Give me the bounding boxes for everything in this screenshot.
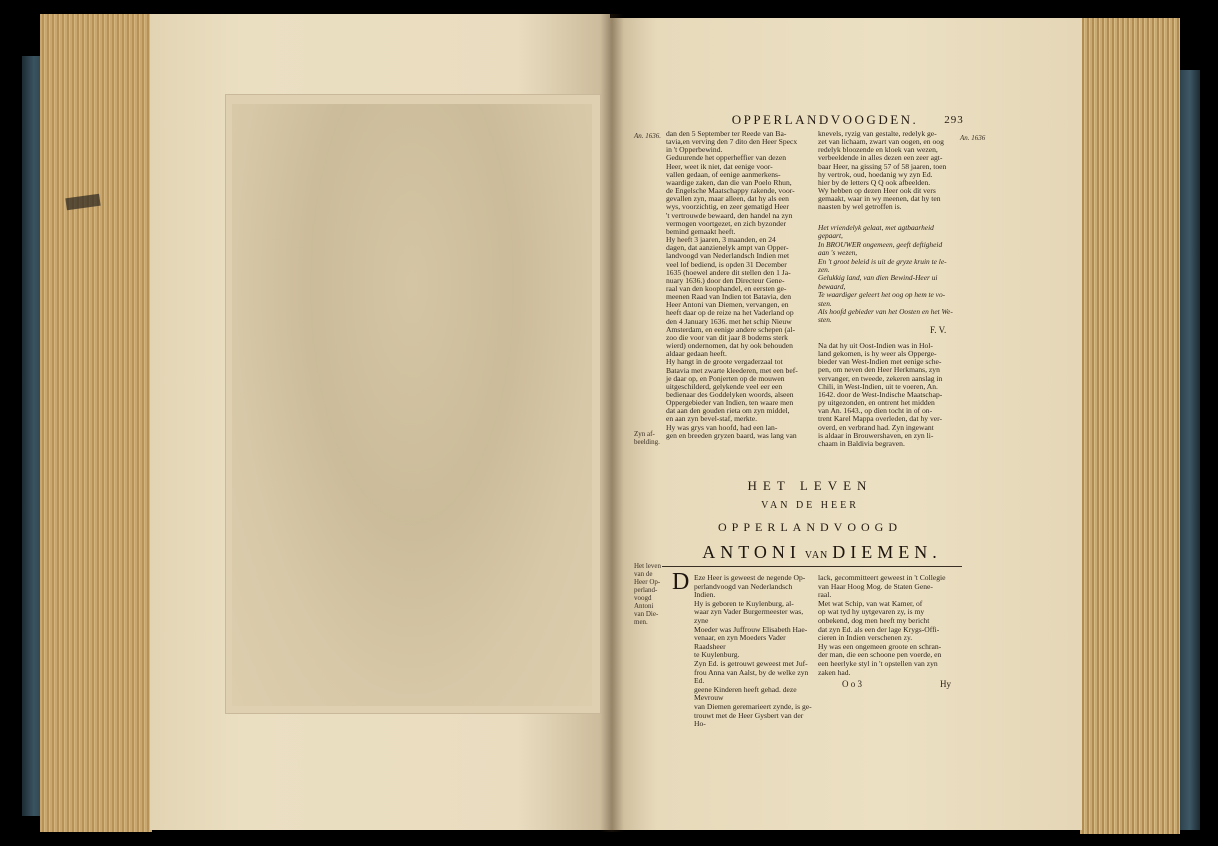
- title-diemen: DIEMEN.: [832, 542, 942, 562]
- title-van: VAN: [804, 550, 829, 561]
- title-rule: [662, 566, 962, 567]
- column-3-text: Eze Heer is geweest de negende Op- perlandvoogd van Nederlandsch Indien. Hy is geboren te Kuylenburg, al- waar zyn Vader Burgermeester was, zyne Moeder was Juffrouw Elisabeth Hae- venaar, en zyn Moeders Vader Raadsheer te Kuylenburg. Zyn Ed. is getrouwt geweest met Juf- frou Anna van Aalst, by de welke zyn Ed. geene Kinderen heeft gehad. deze Mevrouw van Diemen geremarieert zynde, is ge- trouwt met de Heer Gysbert van der Ho-: [694, 573, 812, 729]
- running-head: OPPERLANDVOOGDEN.: [731, 112, 919, 127]
- margin-year-right: An. 1636: [960, 134, 986, 142]
- right-page-edges: [1080, 18, 1180, 834]
- title-antoni: ANTONI: [702, 542, 801, 562]
- margin-note-life: Het leven van de Heer Op- perland- voogd Antoni van Die- men.: [634, 562, 662, 626]
- book-gutter: [600, 14, 624, 832]
- title-opperlandvoogd: OPPERLANDVOOGD: [717, 520, 902, 534]
- margin-year-left: An. 1636.: [634, 132, 662, 140]
- title-het-leven: HET LEVEN: [747, 478, 873, 493]
- column-2-text-continued: Na dat hy uit Oost-Indien was in Hol- land gekomen, is hy weer als Opperge- bieder van West-Indien met eenige sche- pen, om neven den Heer Herkmans, zyn vervanger, en tweede, zekeren aanslag in Chili, in West-Indien, uit te voeren, An. 1642. door de West-Indische Maatschap- py uitgezonden, en ontrent het midden van An. 1643., op dien tocht in of on- trent Karel Mappa overleden, dat hy ver- overd, en verbrand had. Zyn ingewant is aldaar in Brouwershaven, en zyn li- chaam in Baldivia begraven.: [818, 341, 943, 448]
- title-van-de-heer: VAN DE HEER: [761, 500, 859, 511]
- title-name: [672, 542, 972, 563]
- page-number: 293: [944, 114, 964, 126]
- poem-signature: F. V.: [930, 325, 947, 335]
- left-page-edges: [40, 14, 152, 832]
- drop-cap: D: [672, 569, 690, 595]
- faded-portrait-engraving: [232, 104, 592, 706]
- poem: Het vriendelyk gelaat, met agtbaarheid gepaart, In BROUWER ongemeen, geeft deftigheid aan 's wezen, En 't groot beleid is uit de gryze kruin te le- zen. Gelukkig land, van dien Bewind-Heer ui bewaard, Te waardiger geleert het oog op hem te vo- sten. Als hoofd gebieder van het Oosten en het We- sten.: [818, 223, 953, 325]
- column-4-text: lack, gecommitteert geweest in 't Collegie van Haar Hoog Mog. de Staten Gene- raal. Met wat Schip, van wat Kamer, of op wat tyd hy uytgevaren zy, is my onbekend, dog men heeft my bericht dat zyn Ed. als een der lage Krygs-Offi- cieren in Indien verschenen zy. Hy was een ongemeen groote en schran- der man, die een schoone pen voerde, en een heerlyke styl in 't opstellen van zyn zaken had.: [818, 573, 946, 677]
- column-1-text: dan den 5 September ter Reede van Ba- tavia,en verving den 7 dito den Heer Specx in 't Opperbewind. Geduurende het opperheffier van dezen Heer, weet ik niet, dat eenige voor- vallen gedaan, of eenige aanmerkens- waardige zaken, dan die van Poelo Rhun, de Engelsche Maatschappy rakende, voor- gevallen zyn, maar alleen, dat hy als een wys, voorzichtig, en zeer gematigd Heer 't vertrouwde bewaard, den handel na zyn vermogen voortgezet, en zich byzonder bemind gemaakt heeft. Hy heeft 3 jaaren, 3 maanden, en 24 dagen, dat aanzienelyk ampt van Opper- landvoogd van Nederlandsch Indien met veel lof bediend, is opden 31 December 1635 (hoewel andere dit stellen den 1 Ja- nuary 1636.) door den Directeur Gene- raal van den koophandel, en eersten ge- meenen Raad van Indien tot Batavia, den Heer Antoni van Diemen, vervangen, en heeft daar op de reize na het Vaderland op den 4 January 1636. met het schip Nieuw Amsterdam, en eenige andere schepen (al- zoo die voor van dit jaar 8 bodems sterk wierd) ondernomen, dat hy ook behouden aldaar gedaan heeft. Hy hangt in de groote vergaderzaal tot Batavia met zwarte kleederen, met een bef- je daar op, en Ponjerten op de mouwen uitgeschilderd, gelykende veel eer een bedienaar des Goddelyken woords, alseen Oppergebieder van Indien, ten waare men dat aan den gouden rieta om zyn middel, en aan zyn bevel-staf, merkte. Hy was grys van hoofd, had een lan- gen en breeden gryzen baard, was lang van: [666, 129, 798, 440]
- margin-note-portrait: Zyn af- beelding.: [634, 430, 660, 446]
- catchword: Hy: [940, 679, 951, 689]
- column-2-text: knevels, ryzig van gestalte, redelyk ge- zet van lichaam, zwart van oogen, en oog redelyk bloozende en kloek van wezen, verbeeldende in alles dezen een zeer agt- baar Heer, na gissing 57 of 58 jaaren, toen hy vertrok, oud, hoedanig wy zyn Ed. hier by de letters Q Q ook afbeelden. Wy hebben op dezen Heer ook dit vers gemaakt, waar in wy meenen, dat hy ten naasten by wel getroffen is.: [818, 129, 947, 212]
- signature-mark: O o 3: [842, 679, 862, 689]
